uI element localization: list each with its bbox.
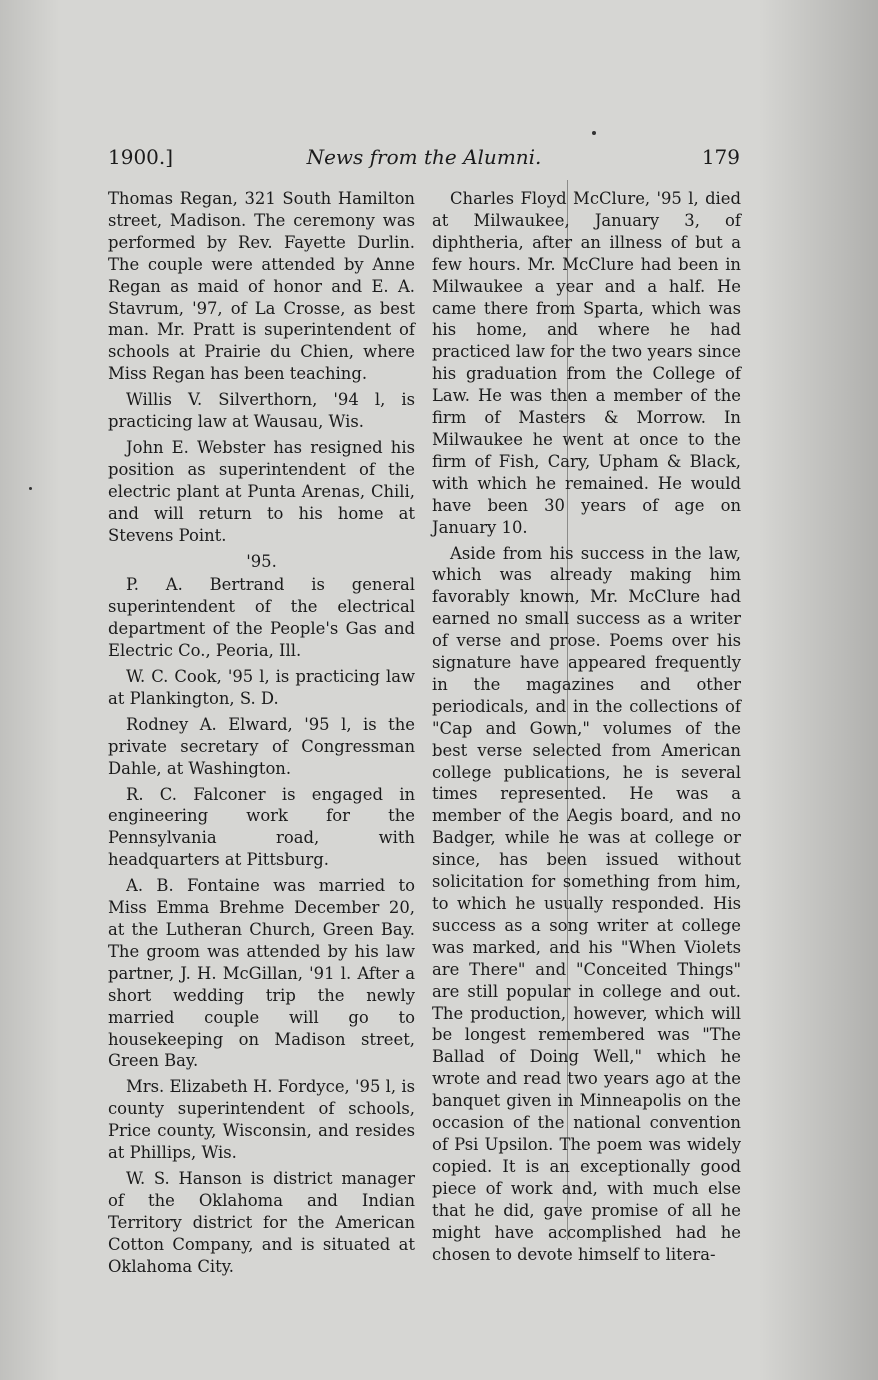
paragraph: P. A. Bertrand is general superintendent of the electrical department of the People's Gas and Electric Co., Peoria, Ill.	[108, 575, 415, 661]
header-year: 1900.]	[108, 145, 174, 169]
page-shadow-right	[758, 0, 878, 1380]
paragraph: R. C. Falconer is engaged in engineering work for the Pennsylvania road, with headquarters at Pittsburg.	[108, 784, 415, 870]
page-number: 179	[701, 145, 740, 169]
header-title: News from the Alumni.	[306, 145, 542, 169]
paragraph: A. B. Fontaine was married to Miss Emma Brehme December 20, at the Lutheran Church, Green Bay. The groom was attended by his law partner, J. H. McGillan, '91 l. After a short wedding trip the newly married couple will go to housekeeping on Madison street, Green Bay.	[108, 876, 415, 1071]
paragraph: Charles Floyd McClure, '95 l, died at Milwaukee, January 3, of diphtheria, after an illness of but a few hours. Mr. McClure had been in Milwaukee a year and a half. He came there from Sparta, which was his home, and where he had practiced law for the two years since his graduation from the College of Law. He was then a member of the firm of Masters & Morrow. In Milwaukee he went at once to the firm of Fish, Cary, Upham & Black, with which he remained. He would have been 30 years of age on January 10.	[432, 189, 741, 537]
paragraph: Willis V. Silverthorn, '94 l, is practicing law at Wausau, Wis.	[108, 390, 415, 432]
class-year-heading: '95.	[246, 551, 277, 571]
right-column	[432, 188, 741, 1269]
page-shadow-left	[0, 0, 60, 1380]
paragraph: W. C. Cook, '95 l, is practicing law at Plankington, S. D.	[108, 667, 415, 708]
paragraph: Mrs. Elizabeth H. Fordyce, '95 l, is county superintendent of schools, Price county, Wisconsin, and resides at Phillips, Wis.	[108, 1077, 415, 1163]
paragraph: John E. Webster has resigned his position as superintendent of the electric plant at Punta Arenas, Chili, and will return to his home at Stevens Point.	[108, 437, 415, 545]
paragraph: W. S. Hanson is district manager of the Oklahoma and Indian Territory district for the American Cotton Company, and is situated at Oklahoma City.	[108, 1168, 415, 1276]
ink-speck	[592, 131, 596, 135]
ink-speck	[29, 487, 32, 490]
left-column	[108, 188, 415, 1282]
paragraph: Thomas Regan, 321 South Hamilton street, Madison. The ceremony was performed by Rev. Fayette Durlin. The couple were attended by Anne Regan as maid of honor and E. A. Stavrum, '97, of La Crosse, as best man. Mr. Pratt is superintendent of schools at Prairie du Chien, where Miss Regan has been teaching.	[108, 189, 415, 384]
running-header	[108, 145, 740, 175]
paragraph: Rodney A. Elward, '95 l, is the private secretary of Congressman Dahle, at Washington.	[108, 714, 415, 778]
paragraph: Aside from his success in the law, which was already making him favorably known, Mr. McClure had earned no small success as a writer of verse and prose. Poems over his signature have appeared frequently in the magazines and other periodicals, and in the collections of "Cap and Gown," volumes of the best verse selected from American college publications, he is several times represented. He was a member of the Aegis board, and no Badger, while he was at college or since, has been issued without solicitation for something from him, to which he usually responded. His success as a song writer at college was marked, and his "When Violets are There" and "Conceited Things" are still popular in college and out. The production, however, which will be longest remembered was "The Ballad of Doing Well," which he wrote and read two years ago at the banquet given in Minneapolis on the occasion of the national convention of Psi Upsilon. The poem was widely copied. It is an exceptionally good piece of work and, with much else that he did, gave promise of all he might have accomplished had he chosen to devote himself to litera-	[432, 543, 741, 1264]
